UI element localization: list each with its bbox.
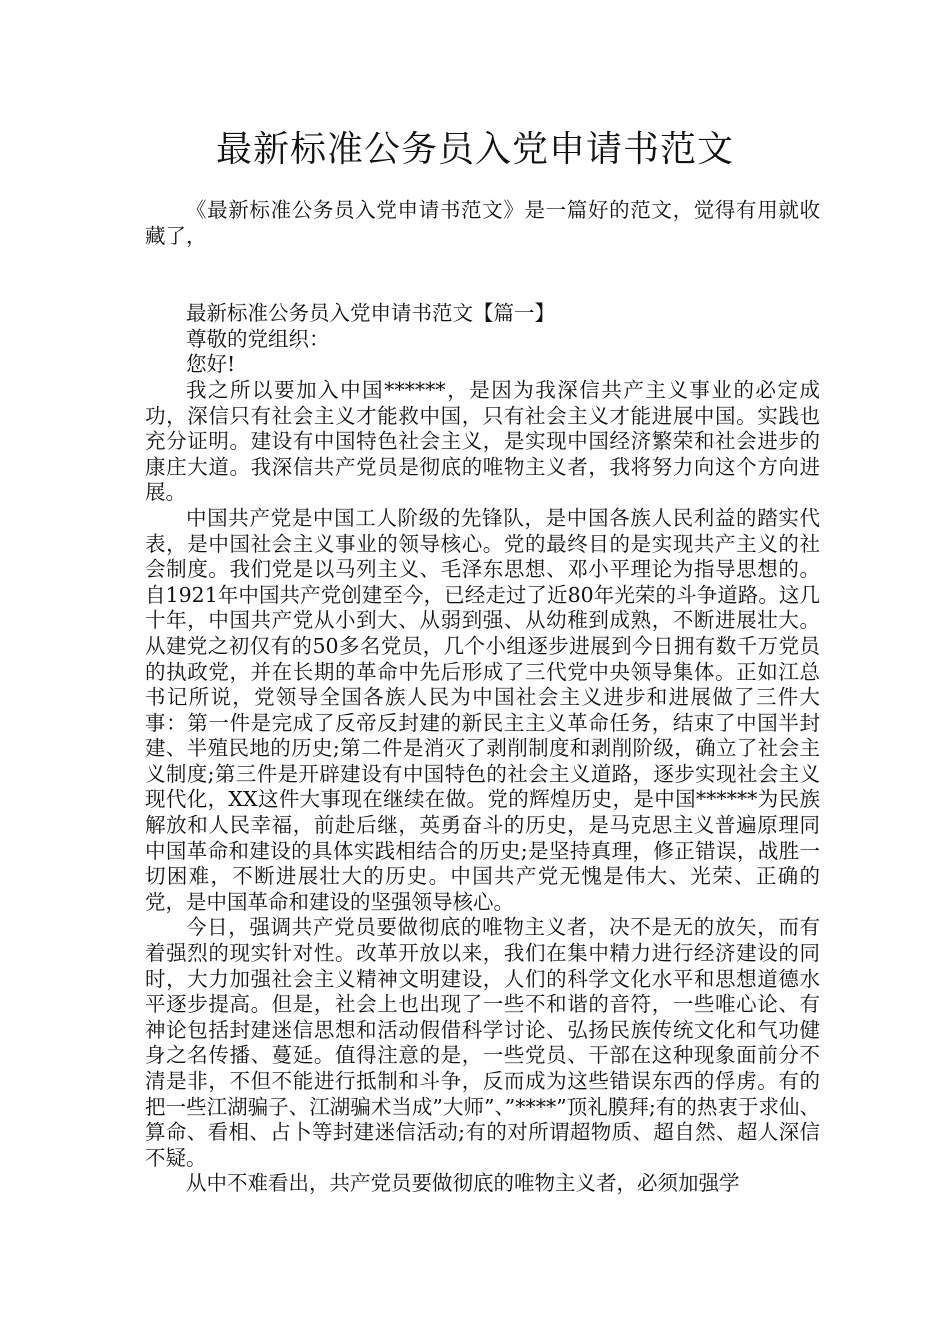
intro-paragraph: 《最新标准公务员入党申请书范文》是一篇好的范文，觉得有用就收藏了，: [145, 198, 820, 248]
greeting: 您好!: [186, 352, 236, 377]
paragraph-spacer: [145, 249, 820, 301]
document-body: [145, 198, 820, 1197]
body-paragraph: 从中不难看出，共产党员要做彻底的唯物主义者，必须加强学: [186, 1171, 740, 1196]
body-paragraph: 我之所以要加入中国******，是因为我深信共产主义事业的必定成功，深信只有社会主义才能救中国，只有社会主义才能进展中国。实践也充分证明。建设有中国特色社会主义，是实现中国经济繁荣和社会进步的康庄大道。我深信共产党员是彻底的唯物主义者，我将努力向这个方向进展。: [145, 377, 820, 505]
document-title: 最新标准公务员入党申请书范文: [215, 129, 734, 170]
section-heading: 最新标准公务员入党申请书范文【篇一】: [186, 301, 555, 326]
salutation: 尊敬的党组织：: [186, 326, 330, 351]
body-paragraph: 今日，强调共产党员要做彻底的唯物主义者，决不是无的放矢，而有着强烈的现实针对性。改革开放以来，我们在集中精力进行经济建设的同时，大力加强社会主义精神文明建设，人们的科学文化水平和思想道德水平逐步提高。但是，社会上也出现了一些不和谐的音符，一些唯心论、有神论包括封建迷信思想和活动假借科学讨论、弘扬民族传统文化和气功健身之名传播、蔓延。值得注意的是，一些党员、干部在这种现象面前分不清是非，不但不能进行抵制和斗争，反而成为这些错误东西的俘虏。有的把一些江湖骗子、江湖骗术当成”大师”、”****”顶礼膜拜;有的热衷于求仙、算命、看相、占卜等封建迷信活动;有的对所谓超物质、超自然、超人深信不疑。: [145, 915, 820, 1170]
body-paragraph: 中国共产党是中国工人阶级的先锋队，是中国各族人民利益的踏实代表，是中国社会主义事业的领导核心。党的最终目的是实现共产主义的社会制度。我们党是以马列主义、毛泽东思想、邓小平理论为指导思想的。自1921年中国共产党创建至今，已经走过了近80年光荣的斗争道路。这几十年，中国共产党从小到大、从弱到强、从幼稚到成熟，不断进展壮大。从建党之初仅有的50多名党员，几个小组逐步进展到今日拥有数千万党员的执政党，并在长期的革命中先后形成了三代党中央领导集体。正如江总书记所说，党领导全国各族人民为中国社会主义进步和进展做了三件大事：第一件是完成了反帝反封建的新民主主义革命任务，结束了中国半封建、半殖民地的历史;第二件是消灭了剥削制度和剥削阶级，确立了社会主义制度;第三件是开辟建设有中国特色的社会主义道路，逐步实现社会主义现代化，XX这件大事现在继续在做。党的辉煌历史，是中国******为民族解放和人民幸福，前赴后继，英勇奋斗的历史，是马克思主义普遍原理同中国革命和建设的具体实践相结合的历史;是坚持真理，修正错误，战胜一切困难，不断进展壮大的历史。中国共产党无愧是伟大、光荣、正确的党，是中国革命和建设的坚强领导核心。: [145, 505, 820, 914]
